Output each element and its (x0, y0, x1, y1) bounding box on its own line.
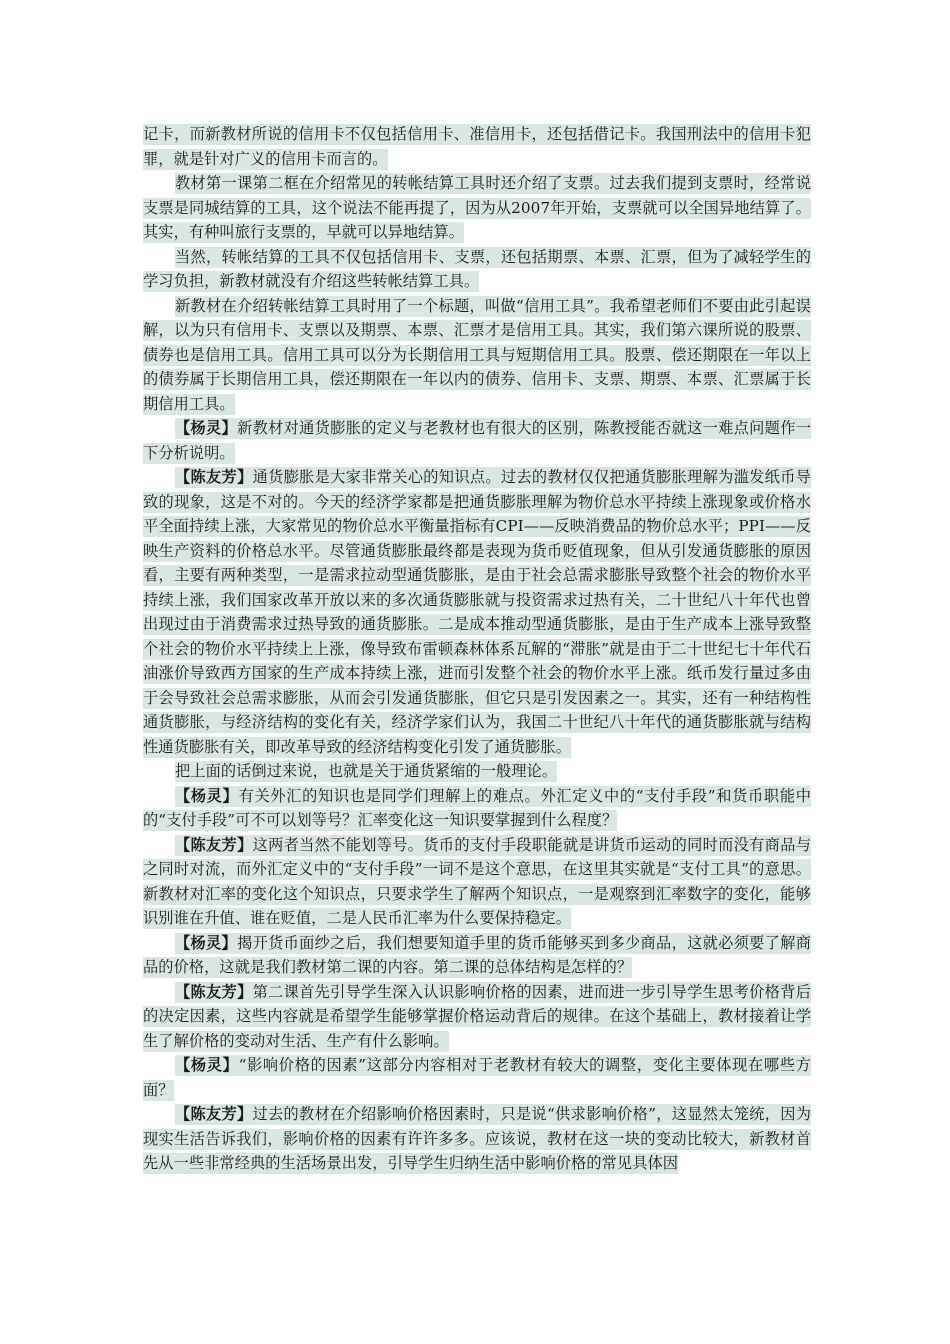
paragraph (143, 980, 811, 1054)
paragraph (143, 465, 811, 759)
speaker-label: 【陈友芳】 (175, 468, 253, 486)
speaker-label: 【杨灵】 (175, 1056, 239, 1074)
paragraph (143, 759, 811, 784)
paragraph-text: “影响价格的因素”这部分内容相对于老教材有较大的调整，变化主要体现在哪些方面？ (143, 1056, 811, 1099)
paragraph (143, 171, 811, 245)
paragraph (143, 294, 811, 417)
highlighted-text (143, 933, 811, 979)
paragraph (143, 416, 811, 465)
speaker-label: 【杨灵】 (175, 933, 238, 952)
speaker-label: 【陈友芳】 (175, 1105, 253, 1123)
paragraph-text: 通货膨胀是大家非常关心的知识点。过去的教材仅仅把通货膨胀理解为滥发纸币导致的现象，这是不对的。今天的经济学家都是把通货膨胀理解为物价总水平持续上涨现象或价格水平全面持续上涨，大家常见的物价总水平衡量指标有CPI——反映消费品的物价总水平；PPI——反映生产资料的价格总水平。尽管通货膨胀最终都是表现为货币贬值现象，但从引发通货膨胀的原因看，主要有两种类型，一是需求拉动型通货膨胀，是由于社会总需求膨胀导致整个社会的物价水平持续上涨，我们国家改革开放以来的多次通货膨胀就与投资需求过热有关，二十世纪八十年代也曾出现过由于消费需求过热导致的通货膨胀。二是成本推动型通货膨胀，是由于生产成本上涨导致整个社会的物价水平持续上上涨，像导致布雷顿森林体系瓦解的“滞胀”就是由于二十世纪七十年代石油涨价导致西方国家的生产成本持续上涨，进而引发整个社会的物价水平上涨。纸币发行量过多由于会导致社会总需求膨胀，从而会引发通货膨胀，但它只是引发因素之一。其实，还有一种结构性通货膨胀，与经济结构的变化有关，经济学家们认为，我国二十世纪八十年代的通货膨胀就与结构性通货膨胀有关，即改革导致的经济结构变化引发了通货膨胀。 (143, 468, 811, 756)
paragraph (143, 245, 811, 294)
paragraph-text: 揭开货币面纱之后，我们想要知道手里的货币能够买到多少商品，这就必须要了解商品的价格，这就是我们教材第二课的内容。第二课的总体结构是怎样的？ (143, 933, 811, 976)
speaker-label: 【陈友芳】 (175, 982, 253, 1001)
highlighted-text (143, 786, 811, 832)
paragraph (143, 1053, 811, 1102)
highlighted-text (143, 982, 811, 1052)
highlighted-text (143, 247, 811, 293)
highlighted-text (143, 418, 811, 464)
highlighted-text (143, 124, 811, 170)
paragraph-text: 第二课首先引导学生深入认识影响价格的因素，进而进一步引导学生思考价格背后的决定因素，这些内容就是希望学生能够掌握价格运动背后的规律。在这个基础上，教材接着让学生了解价格的变动对生活、生产有什么影响。 (143, 982, 811, 1050)
paragraph-text: 过去的教材在介绍影响价格因素时，只是说“供求影响价格”，这显然太笼统，因为现实生活告诉我们，影响价格的因素有许许多多。应该说，教材在这一块的变动比较大，新教材首先从一些非常经典的生活场景出发，引导学生归纳生活中影响价格的常见具体因 (143, 1105, 812, 1172)
paragraph-text: 这两者当然不能划等号。货币的支付手段职能就是讲货币运动的同时而没有商品与之同时对流，而外汇定义中的“支付手段”一词不是这个意思，在这里其实就是“支付工具”的意思。新教材对汇率的变化这个知识点，只要求学生了解两个知识点，一是观察到汇率数字的变化，能够识别谁在升值、谁在贬值，二是人民币汇率为什么要保持稳定。 (143, 835, 811, 927)
highlighted-text (143, 835, 811, 930)
paragraph-text: 有关外汇的知识也是同学们理解上的难点。外汇定义中的“支付手段”和货币职能中的“支付手段”可不可以划等号？汇率变化这一知识要掌握到什么程度？ (143, 786, 811, 829)
paragraph (143, 931, 811, 980)
paragraph (143, 784, 811, 833)
paragraph-text: 记卡，而新教材所说的信用卡不仅包括信用卡、准信用卡，还包括借记卡。我国刑法中的信用卡犯罪，就是针对广义的信用卡而言的。 (143, 125, 811, 168)
speaker-label: 【杨灵】 (175, 786, 239, 805)
document-body (143, 122, 811, 1176)
speaker-label: 【杨灵】 (175, 419, 238, 437)
paragraph (143, 833, 811, 931)
highlighted-text (143, 1055, 811, 1101)
paragraph-text: 新教材对通货膨胀的定义与老教材也有很大的区别，陈教授能否就这一难点问题作一下分析说明。 (143, 419, 811, 462)
paragraph-text: 教材第一课第二框在介绍常见的转帐结算工具时还介绍了支票。过去我们提到支票时，经常说支票是同城结算的工具，这个说法不能再提了，因为从2007年开始，支票就可以全国异地结算了。其实，有种叫旅行支票的，早就可以异地结算。 (143, 174, 811, 241)
speaker-label: 【陈友芳】 (175, 835, 253, 854)
highlighted-text (143, 1104, 811, 1174)
paragraph (143, 1102, 811, 1176)
highlighted-text (143, 467, 811, 758)
paragraph (143, 122, 811, 171)
highlighted-text (143, 173, 811, 243)
paragraph-text: 新教材在介绍转帐结算工具时用了一个标题，叫做“信用工具”。我希望老师们不要由此引起误解，以为只有信用卡、支票以及期票、本票、汇票才是信用工具。其实，我们第六课所说的股票、债券也是信用工具。信用工具可以分为长期信用工具与短期信用工具。股票、偿还期限在一年以上的债券属于长期信用工具，偿还期限在一年以内的债券、信用卡、支票、期票、本票、汇票属于长期信用工具。 (143, 296, 811, 413)
highlighted-text (175, 761, 557, 782)
paragraph-text: 把上面的话倒过来说，也就是关于通货紧缩的一般理论。 (175, 762, 558, 780)
highlighted-text (143, 296, 811, 415)
paragraph-text: 当然，转帐结算的工具不仅包括信用卡、支票，还包括期票、本票、汇票，但为了减轻学生的学习负担，新教材就没有介绍这些转帐结算工具。 (143, 247, 811, 290)
